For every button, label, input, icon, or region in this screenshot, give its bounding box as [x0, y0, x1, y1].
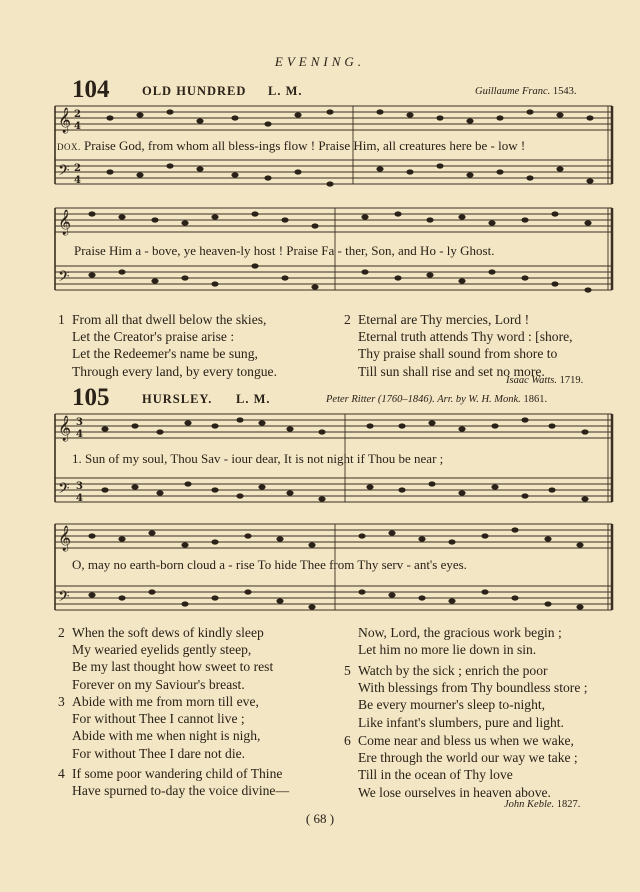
stanza-line: Till in the ocean of Thy love	[358, 767, 513, 783]
svg-text:3: 3	[76, 417, 83, 428]
stanza-number: 6	[344, 733, 351, 748]
stanza-line: Till sun shall rise and set no more.	[358, 363, 545, 379]
stanza-line: Abide with me when night is nigh,	[72, 728, 261, 744]
underlay-105-line-2: O, may no earth-born cloud a - rise To hide Thee from Thy serv - ant's eyes.	[72, 557, 467, 572]
stanza-line: Let the Creator's praise arise :	[72, 329, 235, 345]
page-header: EVENING.	[274, 54, 366, 69]
svg-text:4: 4	[74, 121, 81, 132]
svg-text:2: 2	[74, 109, 81, 120]
svg-text:4: 4	[76, 493, 83, 504]
stanza-line: My wearied eyelids gently steep,	[72, 642, 252, 658]
underlay-104-text-1: Praise God, from whom all bless-ings flow ! Praise Him, all creatures here be - low !	[84, 138, 526, 153]
stanza-line: With blessings from Thy boundless store ;	[358, 680, 588, 696]
author-credit-105	[504, 799, 580, 810]
stanza-line: Let him no more lie down in sin.	[358, 642, 537, 658]
stanza-number: 5	[344, 663, 351, 678]
underlay-105-line-1: 1. Sun of my soul, Thou Sav - iour dear, It is not night if Thou be near ;	[72, 451, 444, 466]
page-number: ( 68 )	[305, 811, 335, 826]
composer-year: 1861.	[523, 394, 548, 405]
tune-name: OLD HUNDRED	[142, 84, 247, 98]
tune-meter: L. M.	[268, 84, 303, 98]
stanza-line: Eternal are Thy mercies, Lord !	[358, 312, 530, 327]
stanza-line: When the soft dews of kindly sleep	[72, 625, 264, 640]
stanza-line: Through every land, by every tongue.	[72, 363, 277, 379]
svg-text:𝄢: 𝄢	[58, 588, 70, 609]
composer-name: Guillaume Franc.	[475, 86, 551, 97]
svg-text:𝄞: 𝄞	[58, 416, 72, 441]
stanza-105-5	[344, 662, 588, 731]
stanza-line: Abide with me from morn till eve,	[72, 694, 259, 709]
stanza-line: Watch by the sick ; enrich the poor	[358, 663, 548, 678]
underlay-104-line-2: Praise Him a - bove, ye heaven-ly host ! Praise Fa - ther, Son, and Ho - ly Ghost.	[74, 243, 495, 258]
stanza-line: Come near and bless us when we wake,	[358, 733, 574, 748]
stanza-105-6	[344, 732, 578, 801]
svg-text:3: 3	[76, 481, 83, 492]
doxology-label: DOX.	[57, 142, 81, 152]
stanza-number: 1	[58, 312, 65, 327]
composer-year: 1543.	[552, 86, 577, 97]
stanza-line: Have spurned to-day the voice divine—	[72, 783, 290, 799]
author-year: 1827.	[556, 799, 581, 810]
svg-text:𝄞: 𝄞	[58, 526, 72, 551]
stanza-line: For without Thee I dare not die.	[72, 745, 246, 761]
note-heads-105	[88, 417, 588, 609]
stanza-line: Now, Lord, the gracious work begin ;	[358, 625, 562, 640]
stanza-line: Be my last thought how sweet to rest	[72, 659, 274, 675]
stanza-number: 4	[58, 766, 65, 781]
stanza-number: 2	[58, 625, 65, 640]
stanza-line: Be every mourner's sleep to-night,	[358, 697, 546, 713]
stanza-line: Let the Redeemer's name be sung,	[72, 346, 258, 362]
stanza-line: Eternal truth attends Thy word : [shore,	[358, 329, 573, 345]
stanza-line: From all that dwell below the skies,	[72, 312, 267, 327]
stanza-line: For without Thee I cannot live ;	[72, 711, 245, 727]
composer-name: Peter Ritter (1760–1846). Arr. by W. H. Monk.	[326, 394, 521, 405]
svg-text:𝄞: 𝄞	[58, 108, 72, 133]
stanza-line: Thy praise shall sound from shore to	[358, 346, 558, 362]
stanza-105-2	[58, 624, 274, 693]
stanza-line: Forever on my Saviour's breast.	[72, 676, 245, 692]
stanza-number: 3	[58, 694, 65, 709]
stanza-line: We lose ourselves in heaven above.	[358, 784, 551, 800]
svg-text:4: 4	[76, 429, 83, 440]
svg-text:𝄢: 𝄢	[58, 162, 70, 183]
author-name: John Keble.	[504, 799, 555, 810]
stanza-number: 2	[344, 312, 351, 327]
author-name: Isaac Watts.	[506, 375, 557, 386]
stanza-105-4	[58, 765, 290, 799]
stanza-line: If some poor wandering child of Thine	[72, 766, 283, 781]
stanza-line: Ere through the world our way we take ;	[358, 750, 578, 766]
stanza-line: Like infant's slumbers, pure and light.	[358, 714, 564, 730]
svg-text:𝄢: 𝄢	[58, 268, 70, 289]
hymn-number: 105	[72, 384, 110, 411]
author-year: 1719.	[559, 375, 584, 386]
clefs-105	[58, 415, 83, 609]
stanza-105-3	[58, 693, 261, 762]
svg-text:𝄢: 𝄢	[58, 480, 70, 501]
hymn-number: 104	[72, 76, 110, 103]
svg-text:𝄞: 𝄞	[58, 210, 72, 235]
tune-meter: L. M.	[236, 392, 271, 406]
svg-text:4: 4	[74, 175, 81, 186]
tune-name: HURSLEY.	[142, 392, 213, 406]
svg-text:2: 2	[74, 163, 81, 174]
stanza-105-4-cont	[358, 624, 562, 658]
